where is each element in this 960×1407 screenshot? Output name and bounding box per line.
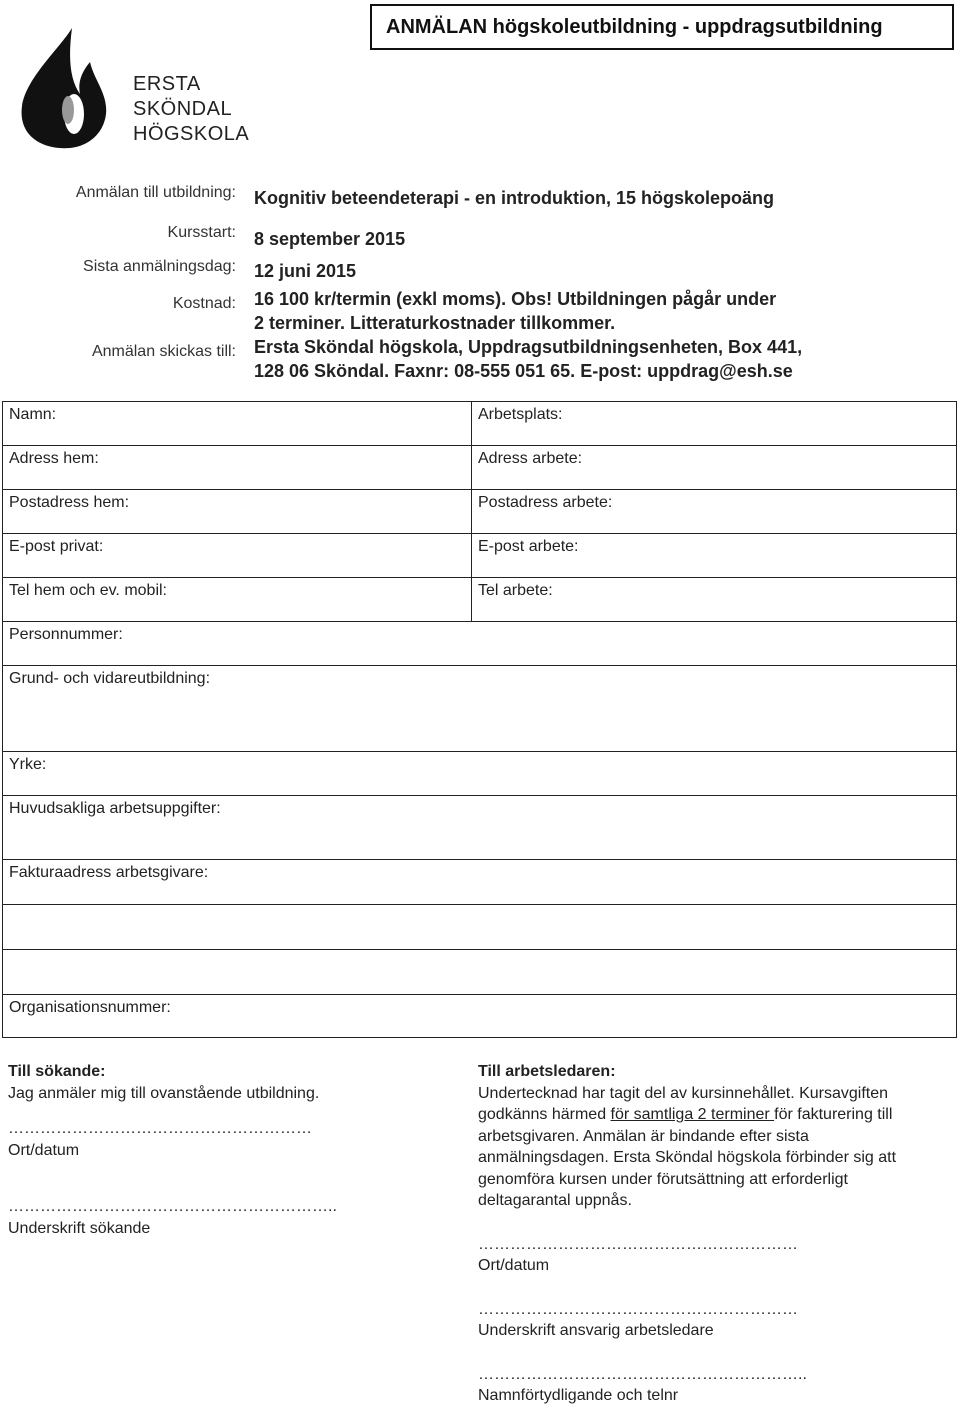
send-value-1: Ersta Sköndal högskola, Uppdragsutbildningsenheten, Box 441, [254,337,803,357]
field-personnummer[interactable] [2,621,957,666]
field-label: Namn: [9,406,57,423]
manager-text-underlined: för samtliga 2 terminer [610,1106,775,1123]
manager-dots-name: …………………………………………………….. [478,1365,807,1383]
field-postadress-arbete[interactable] [471,489,957,534]
applicant-place-date: Ort/datum [8,1141,80,1159]
manager-heading: Till arbetsledaren: [478,1063,616,1080]
manager-text-line: anmälningsdagen. Ersta Sköndal högskola förbinder sig att [478,1149,897,1166]
manager-signature: Underskrift ansvarig arbetsledare [478,1322,714,1339]
cost-label: Kostnad: [172,295,236,312]
field-epost-privat[interactable] [2,533,472,578]
applicant-section [8,1061,448,1239]
manager-dots-date: …………………………………………………… [478,1235,798,1253]
form-title-text: ANMÄLAN högskoleutbildning - uppdragsutbildning [386,15,883,38]
field-arbetsuppgifter[interactable] [2,795,957,860]
field-postadress-hem[interactable] [2,489,472,534]
form-title [370,4,954,50]
field-label: Fakturaadress arbetsgivare: [9,864,209,881]
deadline-label: Sista anmälningsdag: [83,258,236,275]
field-label: Yrke: [9,756,47,773]
applicant-dots-date: ………………………………………………… [8,1120,312,1137]
applicant-heading: Till sökande: [8,1063,106,1080]
field-adress-hem[interactable] [2,445,472,490]
field-label: Postadress hem: [9,494,130,511]
logo-text [133,72,249,147]
send-label: Anmälan skickas till: [91,343,236,360]
field-label: Tel hem och ev. mobil: [9,582,167,599]
field-label: Grund- och vidareutbildning: [9,670,211,687]
manager-text-part: godkänns härmed [478,1106,611,1123]
cost-value-1: 16 100 kr/termin (exkl moms). Obs! Utbildningen pågår under [254,289,777,309]
field-label: Postadress arbete: [478,494,613,511]
field-arbetsplats[interactable] [471,401,957,446]
manager-text-line: genomföra kursen under förutsättning att erforderligt [478,1170,848,1188]
field-label: Organisationsnummer: [9,999,171,1016]
field-label: Personnummer: [9,626,123,643]
field-label: Adress hem: [9,450,99,467]
manager-text-part: för fakturering till [774,1106,893,1123]
field-epost-arbete[interactable] [471,533,957,578]
manager-section [478,1061,948,1407]
manager-text-line [478,1104,948,1126]
manager-text-line: Undertecknad har tagit del av kursinnehållet. Kursavgiften [478,1084,889,1102]
send-value-2: 128 06 Sköndal. Faxnr: 08-555 051 65. E-post: uppdrag@esh.se [254,361,793,381]
course-label: Anmälan till utbildning: [75,184,236,201]
field-label: Adress arbete: [478,450,583,467]
manager-name: Namnförtydligande och telnr [478,1387,679,1404]
field-yrke[interactable] [2,751,957,796]
field-fakturaadress[interactable] [2,859,957,905]
field-tel-hem[interactable] [2,577,472,622]
start-label: Kursstart: [167,224,236,241]
logo-line-3: HÖGSKOLA [133,123,250,145]
start-value: 8 september 2015 [254,229,406,249]
field-utbildning[interactable] [2,665,957,752]
cost-value-2: 2 terminer. Litteraturkostnader tillkommer. [254,313,616,333]
applicant-dots-signature: …………………………………………………….. [8,1198,337,1215]
logo-line-2: SKÖNDAL [133,98,233,120]
applicant-signature: Underskrift sökande [8,1219,151,1237]
logo-line-1: ERSTA [133,73,201,95]
manager-text-line: arbetsgivaren. Anmälan är bindande efter sista [478,1127,809,1145]
field-organisationsnummer[interactable] [2,994,957,1038]
course-value: Kognitiv beteendeterapi - en introduktion, 15 högskolepoäng [254,188,775,208]
field-tel-arbete[interactable] [471,577,957,622]
manager-text-line: deltagarantal uppnås. [478,1192,632,1209]
field-namn[interactable] [2,401,472,446]
field-label: Arbetsplats: [478,406,563,423]
manager-dots-signature: …………………………………………………… [478,1300,798,1318]
field-fakturaadress-line-2[interactable] [2,904,957,950]
field-adress-arbete[interactable] [471,445,957,490]
field-label: E-post arbete: [478,538,579,555]
field-label: Tel arbete: [478,582,553,599]
deadline-value: 12 juni 2015 [254,261,357,281]
applicant-text: Jag anmäler mig till ovanstående utbildning. [8,1084,320,1102]
field-fakturaadress-line-3[interactable] [2,949,957,995]
field-label: Huvudsakliga arbetsuppgifter: [9,800,221,817]
field-label: E-post privat: [9,538,104,555]
manager-place-date: Ort/datum [478,1257,550,1274]
